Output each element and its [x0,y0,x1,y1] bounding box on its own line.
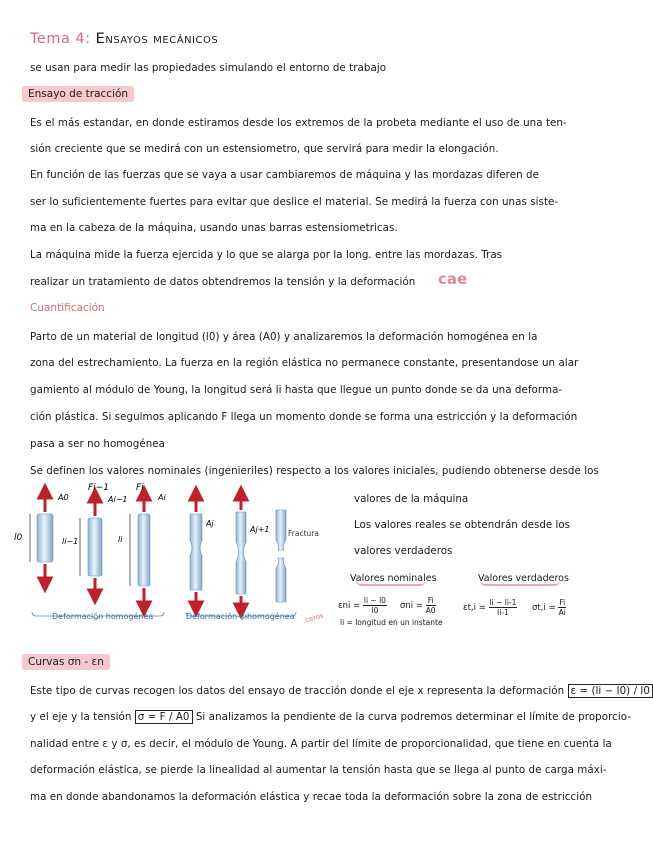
traccion-line: sión creciente que se medirá con un estensiometro, que servirá para medir la elongación. [30,143,499,155]
col-nominal: Valores nominales [350,573,437,584]
side-line: valores verdaderos [354,545,453,557]
label-Ai: Ai [158,493,166,502]
traccion-line: La máquina mide la fuerza ejercida y lo que se alarga por la long. entre las mordazas. Tras [30,249,503,261]
col-verdadero: Valores verdaderos [478,573,569,584]
curvas-line [30,710,632,724]
margin-note: cae [438,270,468,288]
cuant-line: pasa a ser no homogénea [30,438,166,450]
curvas-text: Si analizamos la pendiente de la curva podremos determinar el límite de proporcio- [195,711,632,723]
deformation-figure [10,482,330,626]
figure-note: ceros [304,611,325,625]
label-fractura: Fractura [288,529,319,538]
label-l0: l0 [14,533,23,543]
eq-stress-nominal [400,596,436,615]
eq-den: A0 [425,606,436,615]
curvas-line [30,684,650,698]
label-Fi: Fi [136,483,144,493]
label-Aj1: Aj+1 [250,525,270,534]
curvas-line: ma en donde abandonamos la deformación elástica y recae toda la deformación sobre la zona de estricción [30,791,593,803]
section-traccion: Ensayo de tracción [22,86,134,102]
label-Aj: Aj [206,519,214,528]
side-line: valores de la máquina [354,493,469,505]
traccion-line: ma en la cabeza de la máquina, usando unas barras estensiometricas. [30,222,398,234]
caption-inhomogeneous: Deformación inhomogénea [186,612,295,621]
cuant-line: Se definen los valores nominales (ingenieriles) respecto a los valores iniciales, pudiendo obtenerse desde los [30,465,599,477]
cuant-line: gamiento al módulo de Young, la longitud será li hasta que llegue un punto donde se da una deforma- [30,384,563,396]
eq-num: Fi [426,596,436,606]
eq-den: l0 [371,606,379,615]
formula-strain-box: ε = (li − l0) / l0 [568,684,653,698]
traccion-line: Es el más estandar, en donde estiramos desde los extremos de la probeta mediante el uso de una ten- [30,117,567,129]
eq-den: Ai [558,608,566,617]
curvas-text: y el eje y la tensión [30,711,132,723]
eq-lhs: εni = [338,601,361,611]
curvas-line: nalidad entre ε y σ, es decir, el módulo de Young. A partir del límite de proporcionalidad, que tiene en cuenta la [30,738,612,750]
eq-lhs: σt,i = [532,603,556,613]
eq-note-li: li = longitud en un instante [340,618,443,627]
traccion-line: realizar un tratamiento de datos obtendremos la tensión y la deformación [30,276,416,288]
title-separator: : [85,31,91,47]
curvas-text: Este tipo de curvas recogen los datos del ensayo de tracción donde el eje x representa la deformación [30,685,565,697]
curvas-line: deformación elástica, se pierde la linealidad al aumentar la tensión hasta que se llega al punto de carga máxi- [30,764,607,776]
cuant-line: zona del estrechamiento. La fuerza en la región elástica no permanece constante, presentandose un alar [30,357,579,369]
eq-lhs: εt,i = [463,603,486,613]
formula-stress-box: σ = F / A0 [135,710,193,724]
eq-num: li − l0 [363,596,386,605]
label-li1: li−1 [62,537,79,546]
eq-strain-nominal [338,596,387,615]
label-A0: A0 [58,493,69,502]
section-curvas: Curvas σn - εn [22,654,110,670]
underline-nominal [356,580,426,586]
topic-number: Tema 4 [30,31,86,47]
intro-line: se usan para medir las propiedades simulando el entorno de trabajo [30,62,387,74]
label-li: li [118,535,123,544]
eq-stress-true [532,598,566,617]
underline-verdadero [480,580,560,586]
label-Ai1: Ai−1 [108,495,128,504]
eq-strain-true [463,598,517,617]
cuant-line: ción plástica. Si seguimos aplicando F llega un momento donde se forma una estricción y la deformación [30,411,578,423]
eq-den: li-1 [497,608,509,617]
eq-num: li − li-1 [489,598,517,607]
page-title [30,31,218,47]
topic-name: Ensayos mecánicos [95,31,219,47]
label-Fi1: Fi−1 [88,483,109,493]
traccion-line: En función de las fuerzas que se vaya a usar cambiaremos de máquina y las mordazas diferen de [30,169,539,181]
section-cuantificacion: Cuantificación [30,302,105,314]
caption-homogeneous: Deformación homogénea [52,612,154,621]
side-line: Los valores reales se obtendrán desde los [354,519,571,531]
eq-lhs: σni = [400,601,423,611]
eq-num: Fi [559,598,566,607]
cuant-line: Parto de un material de longitud (l0) y área (A0) y analizaremos la deformación homogénea en la [30,331,538,343]
traccion-line: ser lo suficientemente fuertes para evitar que deslice el material. Se medirá la fuerza con unas siste- [30,196,559,208]
